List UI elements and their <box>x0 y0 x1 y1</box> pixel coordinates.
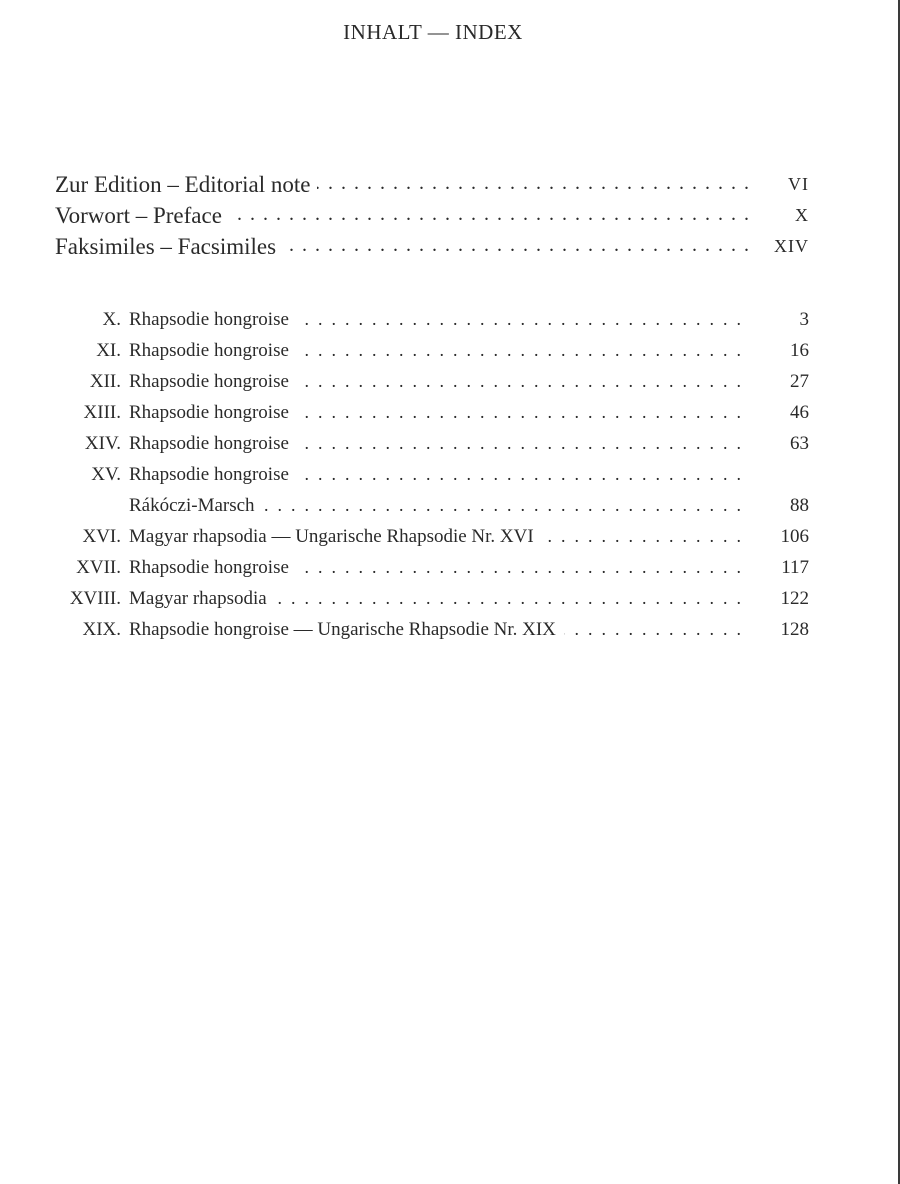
toc-row <box>55 234 809 265</box>
toc-entry-label: Rhapsodie hongroise <box>129 557 297 579</box>
toc-entry-label: Rhapsodie hongroise <box>129 402 297 424</box>
rhapsody-list <box>55 309 809 650</box>
toc-row <box>55 402 809 433</box>
toc-entry-label: Rhapsodie hongroise <box>129 371 297 393</box>
toc-roman-numeral: XVIII. <box>69 588 121 609</box>
page-title: INHALT — INDEX <box>343 20 523 44</box>
toc-page-number: 16 <box>790 340 809 361</box>
toc-row <box>55 526 809 557</box>
toc-roman-numeral: XV. <box>91 464 121 485</box>
toc-row <box>55 309 809 340</box>
toc-row <box>55 371 809 402</box>
toc-roman-numeral: XI. <box>96 340 121 361</box>
toc-page-number: 46 <box>790 402 809 423</box>
toc-page-number: 63 <box>790 433 809 454</box>
toc-entry-label: Vorwort – Preface <box>55 203 228 229</box>
toc-page-number: XIV <box>774 236 809 256</box>
toc-roman-numeral: XIX. <box>82 619 121 640</box>
toc-row <box>55 340 809 371</box>
toc-page-number: VI <box>788 174 809 194</box>
toc-row <box>55 203 809 234</box>
toc-entry-label: Rhapsodie hongroise <box>129 433 297 455</box>
toc-page-number: 106 <box>780 526 809 547</box>
toc-page-number: 122 <box>780 588 809 609</box>
toc-entry-label: Rhapsodie hongroise <box>129 464 297 486</box>
toc-page-number: 3 <box>799 309 809 330</box>
toc-entry-label: Rhapsodie hongroise — Ungarische Rhapsodie Nr. XIX <box>129 619 564 641</box>
toc-entry-label: Zur Edition – Editorial note <box>55 172 317 198</box>
front-matter-list <box>55 172 809 265</box>
toc-row <box>55 588 809 619</box>
toc-roman-numeral: XIV. <box>84 433 121 454</box>
toc-entry-label: Rákóczi-Marsch <box>129 495 263 517</box>
toc-roman-numeral: XII. <box>89 371 121 392</box>
toc-row <box>55 172 809 203</box>
toc-roman-numeral: XVI. <box>82 526 121 547</box>
toc-entry-label: Faksimiles – Facsimiles <box>55 234 282 260</box>
toc-row <box>55 619 809 650</box>
toc-row <box>55 464 809 495</box>
toc-page-number: 128 <box>780 619 809 640</box>
toc-page-number: 27 <box>790 371 809 392</box>
toc-row <box>55 433 809 464</box>
toc-entry-label: Rhapsodie hongroise <box>129 309 297 331</box>
toc-entry-label: Magyar rhapsodia <box>129 588 275 610</box>
toc-roman-numeral: X. <box>102 309 121 330</box>
toc-entry-label: Magyar rhapsodia — Ungarische Rhapsodie Nr. XVI <box>129 526 542 548</box>
toc-row <box>55 557 809 588</box>
toc-entry-label: Rhapsodie hongroise <box>129 340 297 362</box>
toc-roman-numeral: XIII. <box>83 402 121 423</box>
toc-page-number: 88 <box>790 495 809 516</box>
toc-page-number: X <box>795 205 809 225</box>
toc-page-number: 117 <box>781 557 809 578</box>
toc-row <box>55 495 809 526</box>
toc-roman-numeral: XVII. <box>76 557 121 578</box>
